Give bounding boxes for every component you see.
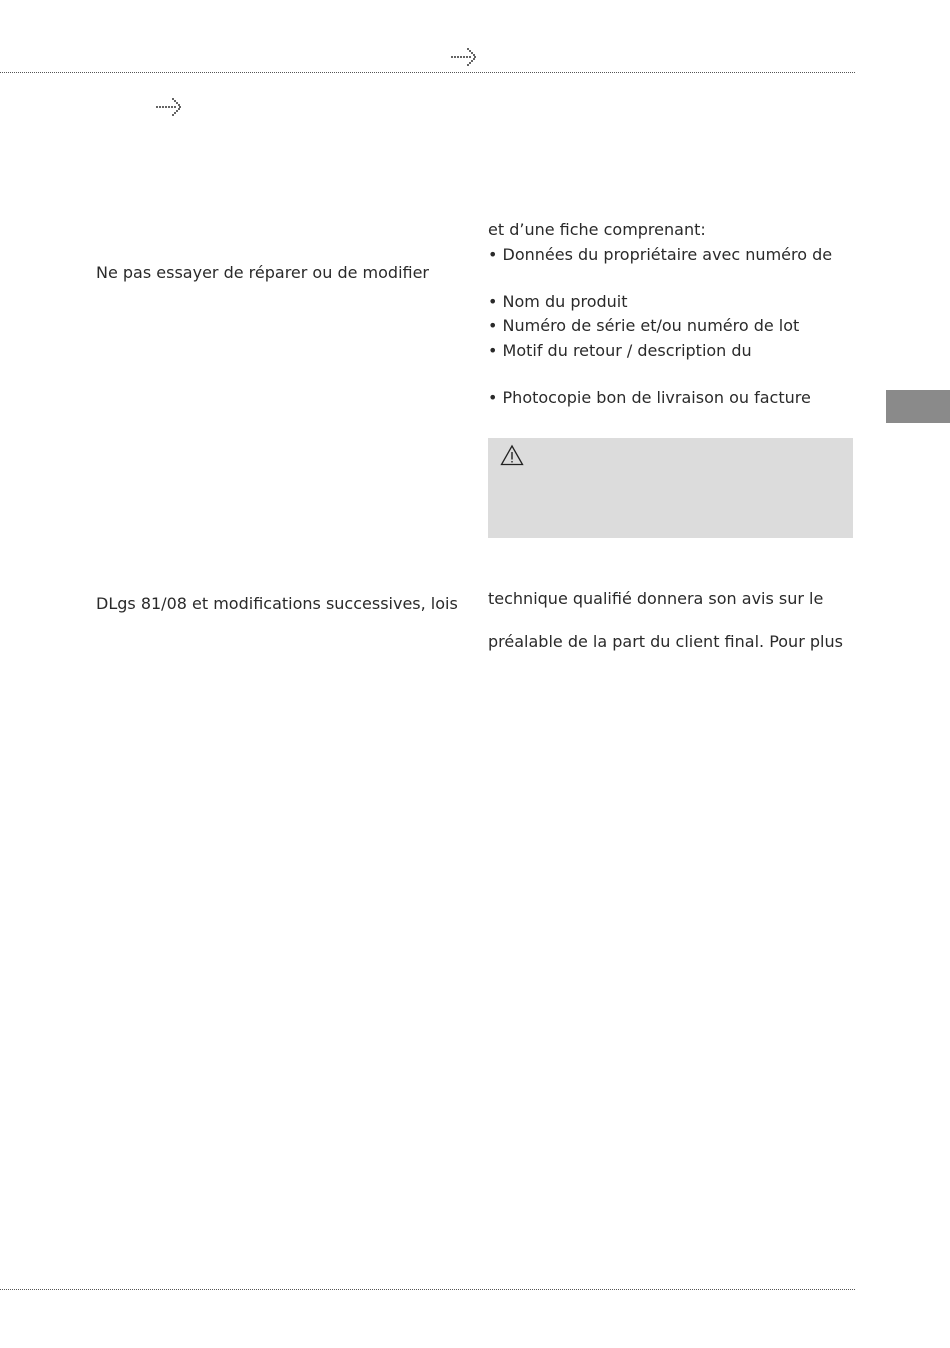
list-item: • Données du propriétaire avec numéro de [488, 245, 833, 264]
right-paragraph-1: technique qualifié donnera son avis sur le [488, 589, 824, 608]
list-item: • Numéro de série et/ou numéro de lot [488, 316, 800, 335]
dotted-arrow-icon [155, 97, 183, 117]
footer-dotted-rule [0, 1289, 855, 1290]
dotted-arrow-icon [450, 47, 478, 67]
warning-triangle-icon [500, 444, 524, 466]
list-intro: et d’une fiche comprenant: [488, 220, 706, 239]
left-paragraph-1: Ne pas essayer de réparer ou de modifier [96, 263, 430, 282]
chapter-side-tab [886, 390, 950, 423]
list-item: • Motif du retour / description du [488, 341, 752, 360]
list-item: • Nom du produit [488, 292, 628, 311]
list-item: • Photocopie bon de livraison ou facture [488, 388, 811, 407]
left-paragraph-2: DLgs 81/08 et modifications successives, lois [96, 594, 458, 613]
header-dotted-rule [0, 72, 855, 73]
right-paragraph-2: préalable de la part du client final. Pour plus [488, 632, 843, 651]
warning-box [488, 438, 853, 538]
